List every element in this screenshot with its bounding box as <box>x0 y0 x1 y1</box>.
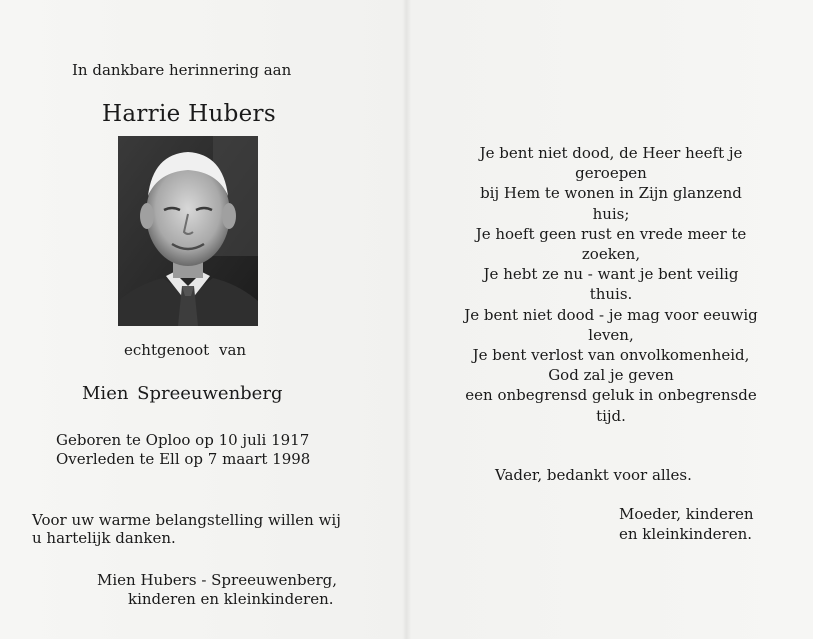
poem-line: Je bent niet dood - je mag voor eeuwig <box>464 305 758 324</box>
poem-line: geroepen <box>575 164 647 183</box>
poem-line: tijd. <box>596 406 626 425</box>
portrait-photo <box>118 136 258 326</box>
poem-line: Je bent verlost van onvolkomenheid, <box>472 346 750 365</box>
signature-line-1: Mien Hubers - Spreeuwenberg, <box>97 571 338 589</box>
poem-line: God zal je geven <box>548 366 674 385</box>
left-panel <box>0 0 406 639</box>
poem-line: huis; <box>592 204 630 223</box>
poem-line: Je hoeft geen rust en vrede meer te <box>475 224 747 243</box>
poem-line: leven, <box>588 325 634 344</box>
moeder-line-2: en kleinkinderen. <box>619 525 753 543</box>
birth-line: Geboren te Oploo op 10 juli 1917 <box>56 431 310 449</box>
spouse-name: Mien Spreeuwenberg <box>82 383 283 404</box>
vader-line: Vader, bedankt voor alles. <box>495 466 692 484</box>
poem-line: een onbegrensd geluk in onbegrensde <box>465 386 757 405</box>
deceased-name: Harrie Hubers <box>102 101 276 127</box>
signature-line-2: kinderen en kleinkinderen. <box>128 590 334 608</box>
spouse-label: echtgenoot van <box>124 341 247 359</box>
poem-line: Je hebt ze nu - want je bent veilig <box>483 265 739 284</box>
moeder-line-1: Moeder, kinderen <box>619 505 754 523</box>
death-line: Overleden te Ell op 7 maart 1998 <box>56 450 311 468</box>
poem-line: zoeken, <box>581 245 641 264</box>
poem-line: Je bent niet dood, de Heer heeft je <box>479 144 743 162</box>
poem-line: thuis. <box>589 285 633 304</box>
poem <box>435 143 787 426</box>
thanks-line-2: u hartelijk danken. <box>32 529 176 547</box>
poem-line: bij Hem te wonen in Zijn glanzend <box>480 184 742 203</box>
thanks-line-1: Voor uw warme belangstelling willen wij <box>32 511 341 529</box>
intro-text: In dankbare herinnering aan <box>72 61 292 79</box>
right-panel <box>407 0 813 639</box>
